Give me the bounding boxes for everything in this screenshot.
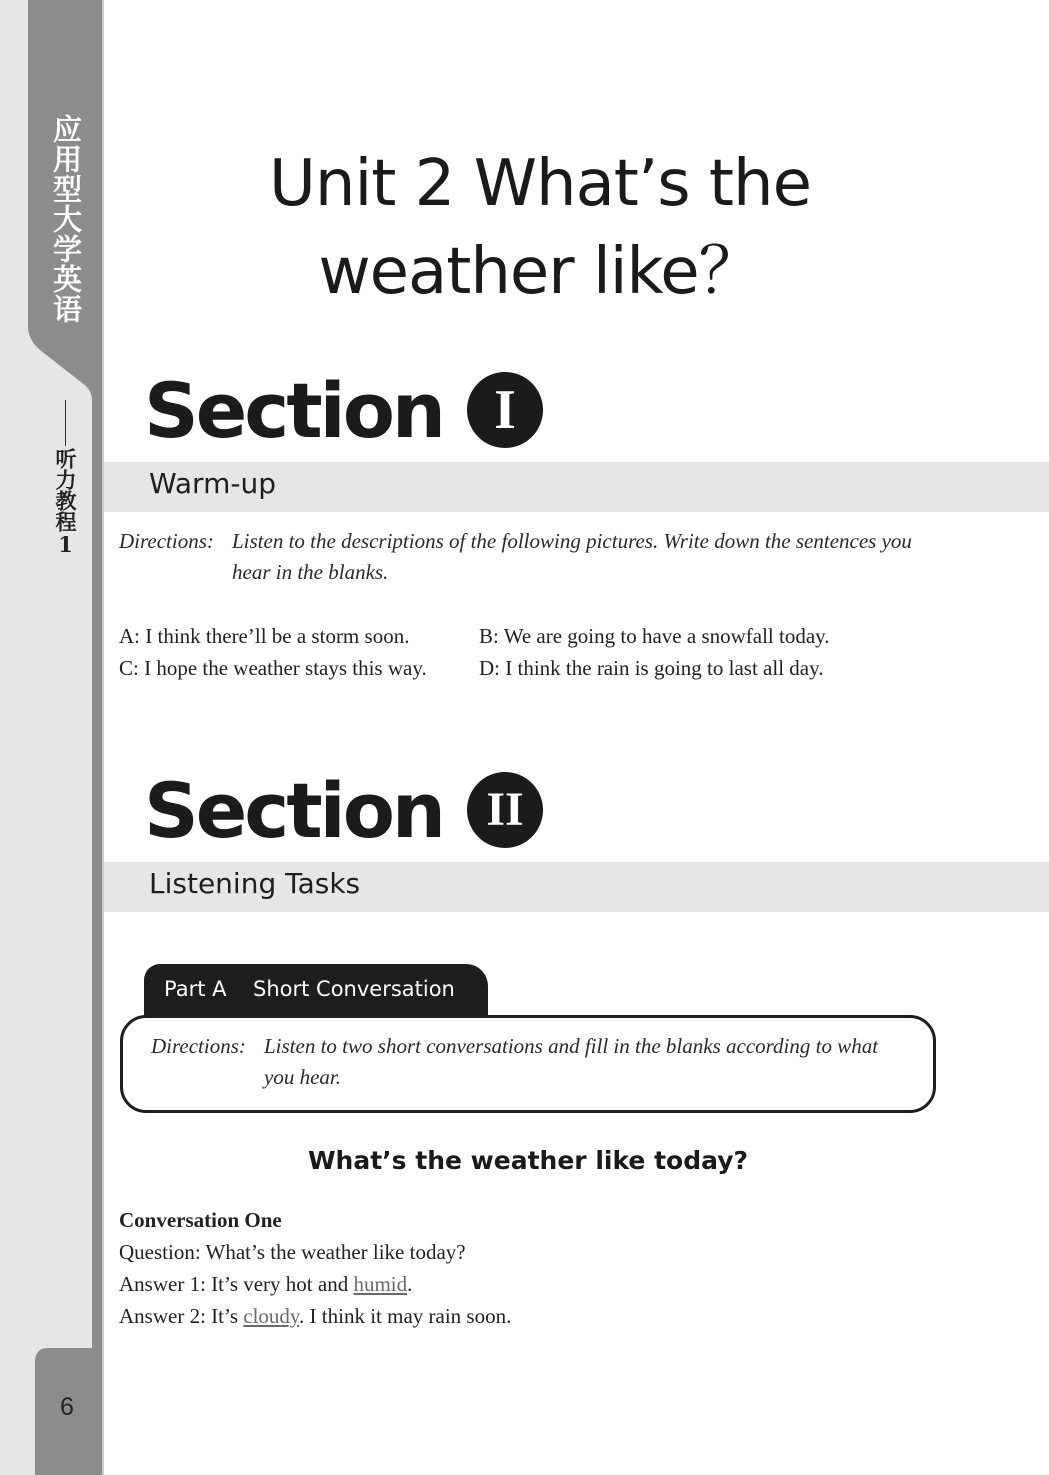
answer-2-prefix: Answer 2: It’s [119,1304,244,1328]
section-1-bar [104,462,1049,512]
answer-2-blank: cloudy [243,1304,300,1328]
section-1-heading [144,366,543,456]
section-2-word: Section [144,766,444,855]
page-number [40,1393,100,1422]
section-1-directions [119,526,949,588]
page-number-text: 6 [60,1393,74,1421]
option-b: B: We are going to have a snowfall today. [479,624,830,648]
section-2-bar-title: Listening Tasks [149,867,361,900]
section-1-numeral-badge: I [467,372,543,448]
section-2-numeral-badge: II [467,772,543,848]
topic-title: What’s the weather like today? [307,1146,748,1175]
conversation-answer-2 [119,1300,919,1332]
directions-label: Directions: [151,1034,246,1058]
unit-title-line-2: weather like？ [318,235,762,309]
directions-label: Directions: [119,529,214,553]
section-2-bar [104,862,1049,912]
part-a-label: Part A [164,977,227,1001]
answer-1-blank: humid [353,1272,408,1296]
sidebar-dash [65,400,66,446]
unit-title-line-1: Unit 2 What’s the [269,147,811,221]
book-title-vertical: 应用型大学英语 [49,114,83,324]
answer-1-prefix: Answer 1: It’s very hot and [119,1272,354,1296]
option-c: C: I hope the weather stays this way. [119,656,427,680]
section-2-heading [144,766,543,856]
conversation-title: Conversation One [119,1208,282,1232]
directions-text: Listen to two short conversations and fill in the blanks according to what you hear. [264,1034,879,1089]
conversation-one [119,1204,919,1332]
section-1-bar-title: Warm-up [149,467,276,500]
conversation-answer-1 [119,1268,919,1300]
part-a-directions [151,1031,905,1093]
option-d: D: I think the rain is going to last all day. [479,656,824,680]
directions-text: Listen to the descriptions of the following pictures. Write down the sentences you hear in the blanks. [232,529,912,584]
sidebar-divider [102,0,104,1475]
book-subtitle-vertical: 听力教程1 [53,448,78,557]
answer-2-suffix: . I think it may rain soon. [299,1304,512,1328]
part-a-tab [144,964,488,1016]
answer-1-suffix: . [407,1272,413,1296]
section-1-word: Section [144,366,444,455]
part-a-title: Short Conversation [253,977,455,1001]
option-a: A: I think there’ll be a storm soon. [119,624,410,648]
conversation-question: Question: What’s the weather like today? [119,1240,466,1264]
unit-title [150,140,930,316]
